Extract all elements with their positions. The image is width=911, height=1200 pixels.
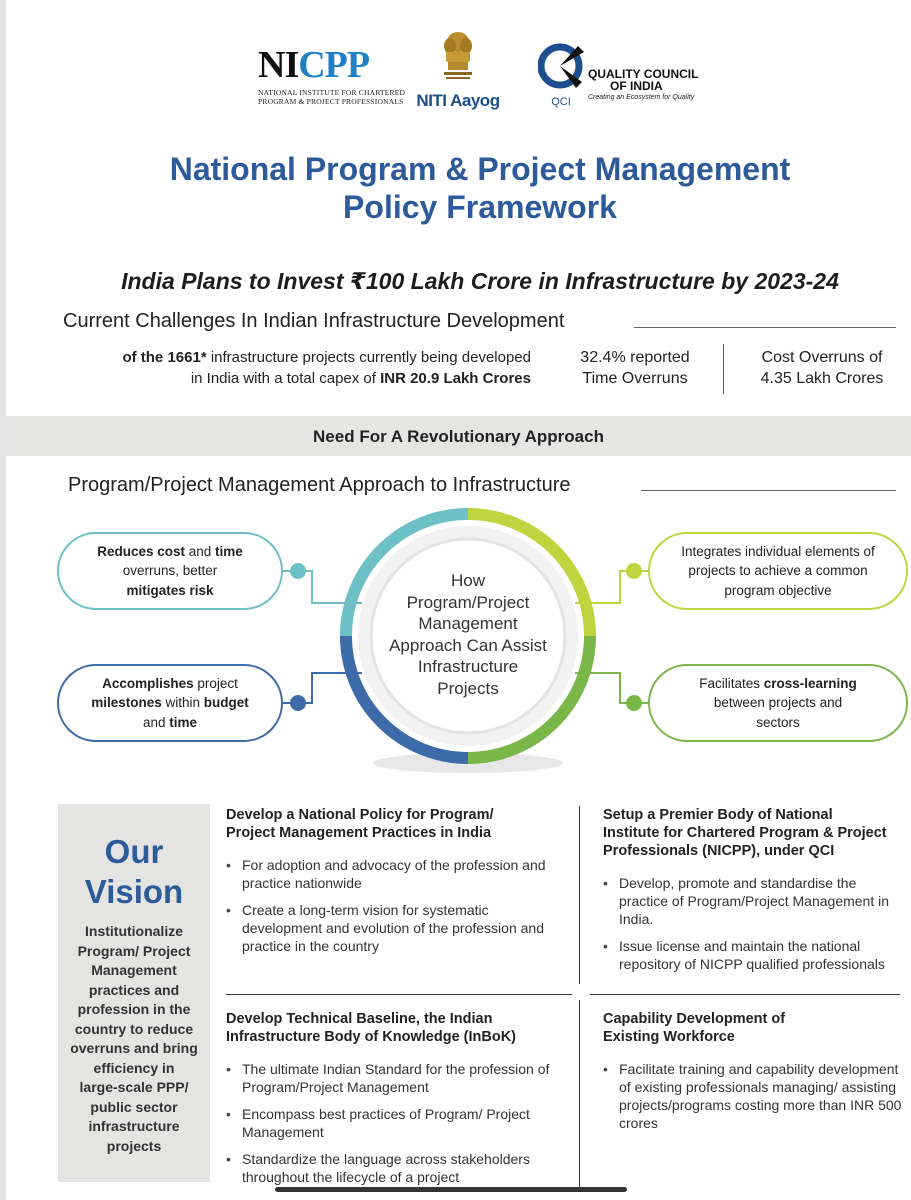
stat-time-overruns: [560, 347, 710, 389]
lion-emblem-icon: [438, 28, 478, 84]
qci-abbr: QCI: [551, 96, 571, 108]
vision-text: [58, 922, 210, 1156]
nicpp-logo: [258, 46, 405, 106]
vision-divider-right: [590, 994, 900, 995]
ring-center-line: How: [450, 571, 485, 590]
page-title-line1: National Program & Project Management: [169, 151, 791, 187]
pill2-text3: and: [142, 714, 170, 730]
challenges-heading-rule: [634, 327, 896, 328]
vision-block-nicpp: [603, 806, 903, 982]
ring-center-text: [368, 570, 568, 699]
block4-head-line1: Capability Development of: [603, 1011, 786, 1027]
list-item: • Encompass best practices of Program/ Project Management: [226, 1105, 556, 1141]
vision-line: country to reduce: [74, 1020, 194, 1037]
vision-line: infrastructure: [88, 1118, 180, 1134]
vision-line: Management: [91, 962, 177, 978]
ring-center-line: Projects: [437, 678, 499, 698]
pill2-bold4: time: [169, 714, 198, 730]
pill2-bold3: budget: [203, 695, 249, 711]
ring-center-line: Program/Project: [406, 592, 530, 612]
pill3-line1: Integrates individual elements of: [681, 543, 875, 559]
stat-cost-overruns: [746, 347, 898, 389]
ring-center-line: Infrastructure: [417, 657, 519, 676]
benefit-pill-integrates: [648, 532, 908, 610]
niti-aayog-label: NITI Aayog: [416, 91, 500, 110]
stat-projects-capex: INR 20.9 Lakh Crores: [380, 370, 531, 387]
pill3-line2: projects to achieve a common: [688, 563, 868, 579]
vision-block-capability: [603, 1010, 903, 1141]
pill4-text1: Facilitates: [699, 675, 764, 691]
qci-logo: [538, 42, 718, 110]
vision-divider-left: [226, 994, 572, 995]
list-item: • Facilitate training and capability development of existing professionals managing/ assisting projects/programs costing more than INR 500 crores: [603, 1060, 903, 1132]
ring-center-line: Approach Can Assist: [389, 635, 547, 655]
block3-head-line2: Infrastructure Body of Knowledge (InBoK): [226, 1029, 516, 1045]
list-item: • Standardize the language across stakeholders throughout the lifecycle of a project: [226, 1150, 556, 1186]
pill2-text2: within: [161, 695, 204, 711]
list-item: • For adoption and advocacy of the profession and practice nationwide: [226, 856, 556, 892]
vision-line: large-scale PPP/: [79, 1079, 189, 1095]
page-title-line2: Policy Framework: [343, 189, 617, 225]
block1-head-line2: Project Management Practices in India: [226, 825, 492, 841]
vision-block-national-policy: [226, 806, 556, 964]
vision-line: Institutionalize: [85, 923, 183, 939]
vision-divider-lower: [579, 1000, 580, 1190]
stat-divider: [723, 344, 724, 394]
stat-projects: [11, 347, 531, 389]
block1-head-line1: Develop a National Policy for Program/: [226, 807, 494, 823]
pill3-line3: program objective: [724, 582, 832, 598]
invest-heading: India Plans to Invest ₹100 Lakh Crore in Infrastructure by 2023-24: [121, 268, 839, 294]
pill1-bold3: mitigates risk: [126, 582, 214, 598]
stat-cost-overruns-line2: 4.35 Lakh Crores: [760, 370, 884, 387]
ring-center-line: Management: [418, 614, 518, 633]
pill1-text1: and: [185, 543, 216, 559]
benefit-pill-reduces-cost: [57, 532, 283, 610]
vision-line: Program/ Project: [77, 942, 191, 959]
niti-aayog-logo: [413, 28, 503, 111]
benefit-pill-cross-learning: [648, 664, 908, 742]
list-item: • Create a long-term vision for systematic development and evolution of the profession and practice in the country: [226, 901, 556, 955]
stat-cost-overruns-line1: Cost Overruns of: [761, 349, 883, 366]
list-item: • The ultimate Indian Standard for the profession of Program/Project Management: [226, 1060, 556, 1096]
stat-time-overruns-line1: 32.4% reported: [580, 349, 690, 366]
block2-head-line2: Institute for Chartered Program & Project: [603, 825, 887, 841]
dot-top-right: [626, 563, 642, 579]
block3-head-line1: Develop Technical Baseline, the Indian: [226, 1011, 493, 1027]
vision-divider-upper: [579, 806, 580, 984]
nicpp-logo-line1: NATIONAL INSTITUTE FOR CHARTERED: [258, 88, 406, 97]
block2-head-line1: Setup a Premier Body of National: [603, 807, 833, 823]
pill1-bold2: time: [215, 543, 243, 559]
our-vision-box: [58, 804, 210, 1182]
pill2-text1: project: [193, 675, 238, 691]
vision-title-line2: Vision: [84, 873, 184, 910]
logo-row: [0, 28, 911, 123]
vision-line: overruns and bring: [70, 1040, 198, 1056]
dot-top-left: [290, 563, 306, 579]
approach-heading: Program/Project Management Approach to Infrastructure: [68, 474, 571, 496]
vision-line: profession in the: [77, 1001, 191, 1017]
vision-line: practices and: [88, 981, 180, 998]
stat-time-overruns-line2: Time Overruns: [582, 370, 688, 387]
pill2-bold1: Accomplishes: [102, 675, 194, 691]
benefit-pill-accomplishes: [57, 664, 283, 742]
pill4-line2: between projects and: [713, 695, 843, 711]
pill1-text2: overruns, better: [122, 563, 218, 579]
qci-line1: QUALITY COUNCIL: [588, 67, 699, 81]
challenges-stats: [0, 344, 911, 396]
block2-head-line3: Professionals (NICPP), under QCI: [603, 843, 835, 859]
qci-mark-icon: [538, 42, 584, 108]
list-item: • Issue license and maintain the national repository of NICPP qualified professionals: [603, 937, 903, 973]
stat-projects-count: of the 1661*: [122, 349, 207, 366]
vision-line: efficiency in: [93, 1059, 175, 1076]
block4-head-line2: Existing Workforce: [603, 1029, 735, 1045]
vision-title-line1: Our: [104, 833, 164, 870]
stat-projects-text1: infrastructure projects currently being developed: [206, 349, 531, 366]
page-title: [0, 150, 911, 226]
qci-line2: OF INDIA: [610, 79, 663, 93]
pill4-line3: sectors: [756, 714, 800, 730]
pill4-bold1: cross-learning: [763, 675, 857, 691]
dot-bottom-right: [626, 695, 642, 711]
horizontal-scrollbar[interactable]: [275, 1187, 627, 1192]
nicpp-logo-line2: PROGRAM & PROJECT PROFESSIONALS: [258, 97, 404, 106]
revolutionary-approach-band: Need For A Revolutionary Approach: [6, 416, 911, 456]
qci-tagline: Creating an Ecosystem for Quality: [588, 94, 695, 101]
dot-bottom-left: [290, 695, 306, 711]
pill1-bold1: Reduces cost: [97, 543, 185, 559]
vision-block-inbok: [226, 1010, 556, 1195]
nicpp-logo-cpp: CPP: [298, 44, 370, 86]
nicpp-logo-ni: NI: [258, 44, 299, 86]
list-item: • Develop, promote and standardise the practice of Program/Project Management in India.: [603, 874, 903, 928]
stat-projects-text2: in India with a total capex of: [190, 370, 381, 387]
approach-heading-rule: [641, 490, 896, 491]
challenges-heading: Current Challenges In Indian Infrastructure Development: [63, 310, 565, 332]
vision-line: projects: [106, 1137, 162, 1154]
pill2-bold2: milestones: [91, 695, 162, 711]
vision-line: public sector: [90, 1098, 178, 1115]
